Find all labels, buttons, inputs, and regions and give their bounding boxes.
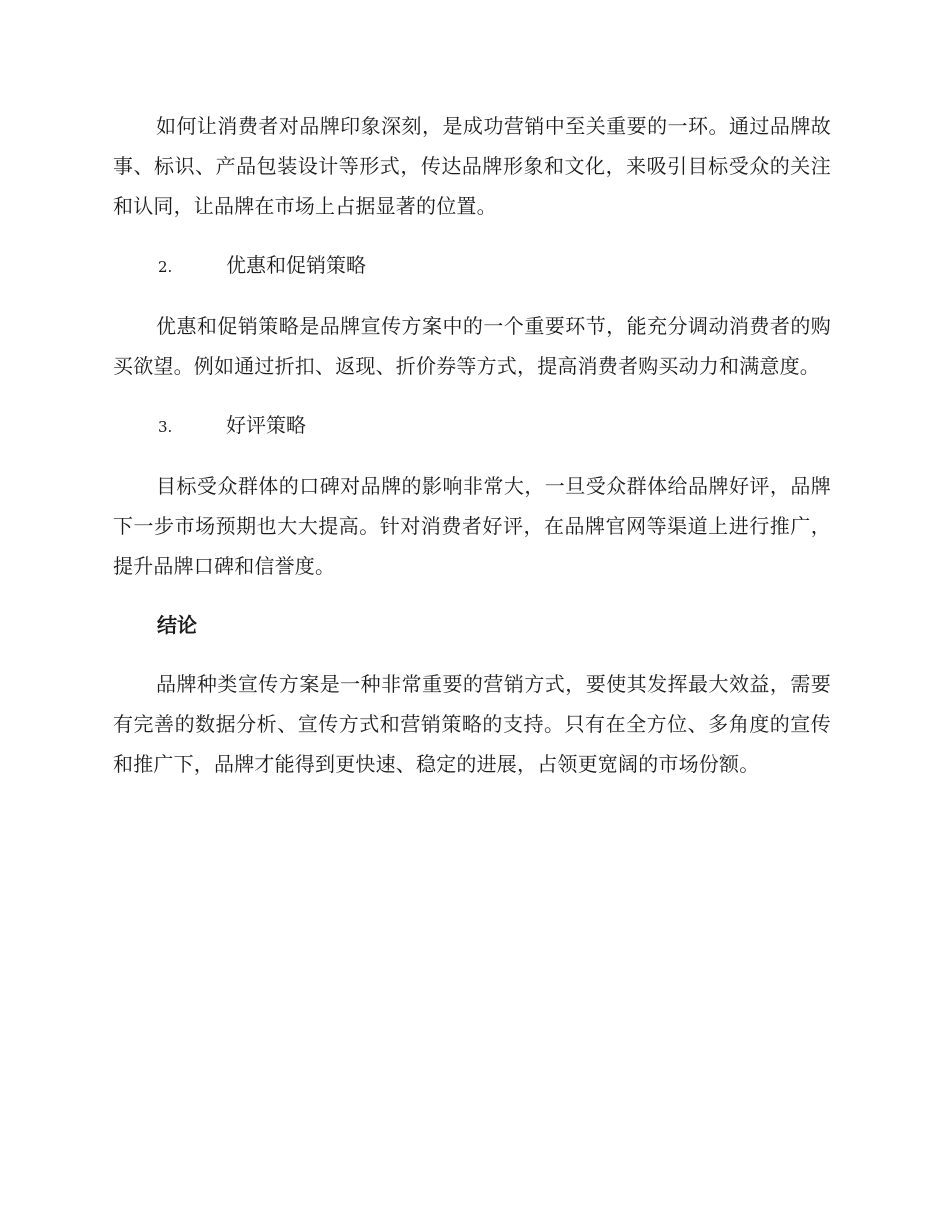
list-item-promotion-strategy: [113, 245, 831, 287]
heading-conclusion: 结论: [157, 613, 197, 637]
paragraph-brand-impression: 如何让消费者对品牌印象深刻，是成功营销中至关重要的一环。通过品牌故事、标识、产品包装设计等形式，传达品牌形象和文化，来吸引目标受众的关注和认同，让品牌在市场上占据显著的位置。: [113, 114, 831, 218]
list-title: 优惠和促销策略: [226, 253, 366, 277]
paragraph-promotion: 优惠和促销策略是品牌宣传方案中的一个重要环节，能充分调动消费者的购买欲望。例如通过折扣、返现、折价券等方式，提高消费者购买动力和满意度。: [113, 314, 831, 378]
document-page: [113, 106, 831, 803]
paragraph-conclusion: 品牌种类宣传方案是一种非常重要的营销方式，要使其发挥最大效益，需要有完善的数据分析、宣传方式和营销策略的支持。只有在全方位、多角度的宣传和推广下，品牌才能得到更快速、稳定的进展，占领更宽阔的市场份额。: [113, 672, 831, 776]
list-item-review-strategy: [113, 405, 831, 447]
paragraph-reviews: 目标受众群体的口碑对品牌的影响非常大，一旦受众群体给品牌好评，品牌下一步市场预期也大大提高。针对消费者好评，在品牌官网等渠道上进行推广，提升品牌口碑和信誉度。: [113, 474, 831, 578]
list-number: 3.: [158, 418, 173, 436]
list-title: 好评策略: [226, 413, 306, 437]
list-number: 2.: [158, 258, 173, 276]
